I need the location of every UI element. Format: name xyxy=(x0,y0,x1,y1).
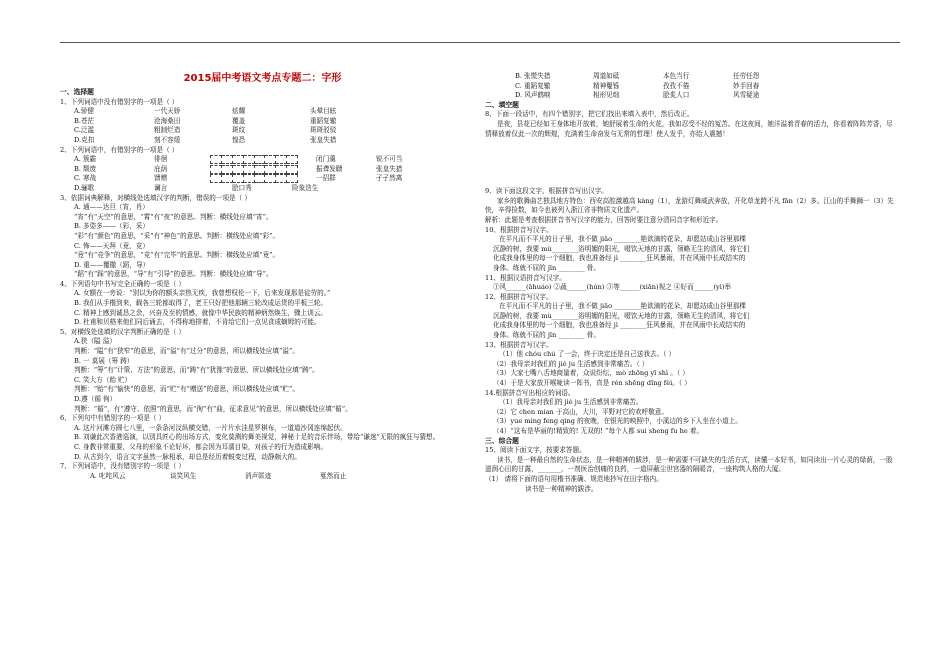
option-text: B. 张慌失措 xyxy=(515,72,551,80)
option-text: 闭门羹 xyxy=(316,155,336,164)
q10-line: 身体。练就不屈的 jīn ________ 骨。 xyxy=(493,263,600,272)
option-text: 孜孜不倦 xyxy=(663,81,690,90)
q5-item: 判断：“循”，有“遵守、依照”的意思，而“徇”有“曲，征求意见”的意思，所以横线处应填“循”。 xyxy=(74,404,352,413)
option-text: 张皇失措 xyxy=(376,164,403,173)
option-text: 孑孑然离 xyxy=(376,174,403,183)
option-text: A.骄健 xyxy=(74,107,95,116)
option-text: 馈赠 xyxy=(154,174,168,183)
q5-item: C. 笑大方（贻 贮） xyxy=(74,375,132,384)
option-text: A. 簇霸 xyxy=(74,155,97,164)
q9-answer: 解析：此题是考查根据拼音书写汉字的能力，回答时要注意分清同音字和形近字。 xyxy=(485,215,723,224)
q8-paragraph: 是夜，县花已经如王身体地开放着，她舒展着生命的火花，我如忍受不经的冤苦。在这夜间，她洋溢着青春的活力，你看着阵阵芳香，尽情释放着仅此一次的辉煌，充满着生命奋发与无常的哲理！使人发乎，亦给人震撼！ xyxy=(485,119,893,138)
option-text: 妙手回春 xyxy=(733,81,760,90)
q3-item: “蹈”有“踩”的意思，“导”有“引导”的意思。判断：横线处应填“导”。 xyxy=(74,270,273,279)
q13-stem: 13、根据拼音写汉字。 xyxy=(485,340,553,349)
q13-line: （2）我母亲对我们的 jiè ju 生活感到非常痛苦。（ ） xyxy=(493,359,649,368)
option-text: B.苍茫 xyxy=(74,116,95,125)
q7-option-row xyxy=(485,82,895,92)
q11-stem: 11、根据汉语拼音写汉字。 xyxy=(485,273,566,282)
q1-option-row xyxy=(60,117,465,127)
option-text: 锐不可当 xyxy=(376,155,403,164)
option-text: 周道如砥 xyxy=(593,72,620,80)
option-text: 刻不容缓 xyxy=(154,135,181,144)
q2-row-d: D.骊歌 谰言 脍口秀 险象迭生 xyxy=(74,183,319,192)
q5-item: 判断：“隘”有“狭窄”的意思，而“溢”有“过分”的意思，所以横线处应填“溢”。 xyxy=(74,347,299,356)
q9-stem: 9、读下面这段文字，根据拼音写出汉字。 xyxy=(485,187,608,196)
q7-option-a: A. 叱咤风云 谈笑风生 消声匿迹 戛然而止 xyxy=(90,471,347,480)
q1-option-row xyxy=(60,126,465,136)
q2-option-row xyxy=(60,155,452,165)
q3-item: C. 怖——天拜（竟，竞） xyxy=(74,241,149,250)
answer-grid xyxy=(210,155,298,165)
option-text: 庇荫 xyxy=(154,164,168,173)
section-heading: 一、选择题 xyxy=(60,88,94,96)
q13-line: （4）于是大家放开喉咙读一阵书，真是 rén shēng dǐng fèi。（ ） xyxy=(493,379,691,388)
q14-line: （4）“这布是华丽的!精致的! 无双的! ”每个人都 sui sheng fu he 着。 xyxy=(493,427,704,435)
q15-stem: 15、阅读下面文字，按要求答题。 xyxy=(485,446,586,455)
section-heading: 三、综合题 xyxy=(485,436,519,445)
option-text: 覆盖 xyxy=(232,116,246,125)
q15-sub: （1） 请将下面的语句用楷书准确、规范地抄写在田字格内。 xyxy=(485,474,663,483)
option-text: C. 重蹈复辙 xyxy=(515,81,551,90)
option-text: 张皇失措 xyxy=(310,135,337,144)
q3-item: “彩”有“颜色”的意思，“采”有“神色”的意思。判断：横线处应填“彩”。 xyxy=(74,231,280,240)
right-column xyxy=(485,72,895,494)
answer-grid xyxy=(210,165,298,175)
option-text: 精神矍铄 xyxy=(593,81,620,90)
q3-item: D. 重——覆撤（蹈，导） xyxy=(74,260,150,269)
q6-item: B. 刘谦此次香港巡演，以别具匠心的出场方式，变化莫测的舞美视觉，神秘十足的音乐伴场，带给“谦迷”无限的疯狂与猜想。 xyxy=(74,433,440,442)
q12-line: 化成我身体里的每一个细胞，我也准备经 jì ________狂风暴雨，并在风雨中长成结实的 xyxy=(493,321,746,330)
q3-item: “宵”有“天空”的意思，“霄”有“夜”的意思。判断：横线处应填“宵”。 xyxy=(74,212,273,221)
left-column xyxy=(60,70,465,481)
q13-line: （1）他 chóu chú 了一会，终于决定还是自己送我去。（ ） xyxy=(499,350,676,359)
option-text: 沧海桑田 xyxy=(154,116,181,125)
option-text: 本色当行 xyxy=(663,72,690,80)
q13-line: （3）大家七嘴八舌地商量着，众说纷纭，mò zhōng yī shì 。（ ） xyxy=(493,369,689,378)
q7-option-row xyxy=(485,72,895,82)
option-text: 脍炙人口 xyxy=(663,91,690,100)
q14-stem: 14.根据拼音写出相应的词语。 xyxy=(485,388,575,397)
q6-item: C. 身教非常重要，父母的形象不论好坏，都会因为耳濡目染，对孩子的行为造成影响。 xyxy=(74,442,327,451)
q12-line: 身体。练就不屈的 jīn ________ 骨。 xyxy=(493,331,600,340)
section-heading: 二、填空题 xyxy=(485,100,519,109)
q5-item: 判断：“筹”有“计策、方法”的意思，而“踌”有“犹豫”的意思，所以横线处应填“踌”。 xyxy=(74,366,319,375)
q1-stem: 1、下列词语中没有错别字的一项是（ ） xyxy=(60,97,179,106)
q12-stem: 12、根据拼音写汉字。 xyxy=(485,292,553,301)
q14-line: （2）它 chen mian 于高山，大川，平野对它的欢呼敬意。 xyxy=(493,407,668,416)
option-text: 一招群 xyxy=(316,174,336,183)
option-text: 炫耀 xyxy=(232,107,246,116)
q2-option-row xyxy=(60,174,452,184)
q10-line: 沉静的树，我要 mù________浴明媚的阳光，啜饮天地的甘露，领略无生的清风，将它们 xyxy=(493,244,750,253)
q10-line: 在平凡而不平凡的日子里，我不做 jiāo ________艳欲滴的花朵，却愿站成山谷里那棵 xyxy=(499,235,747,244)
option-text: 惶恐 xyxy=(232,135,246,144)
q6-stem: 6、下列句中有错别字的一项是（ ） xyxy=(60,414,166,423)
option-text: 重蹈复辙 xyxy=(310,116,337,125)
q3-item: A. 通——达旦（宵，肖） xyxy=(74,203,149,212)
q3-stem: 3、依据词典解释，对横线处选填汉字的判断，错误的一项是（ ） xyxy=(60,193,251,202)
q15-paragraph: 读书，是一种最自然的生命状态，是一种精神的跋涉，是一种需要不可缺失的生活方式，读懂一本好书，如同读出一片心灵的绿荫，一股滋润心田的甘露，_______，一剂医治创痛的良药，一道屏蔽尘世宫器的隔暖音，一座构筑人格的大厦。 xyxy=(485,455,893,474)
q8-stem: 8、下面一段话中，有四个错别字，把它们找出来填入表中，然后改正。 xyxy=(485,110,694,119)
q3-item: “竟”有“竞争”的意思，“竞”有“完毕”的意思。判断：横线处应填“竟”。 xyxy=(74,251,280,260)
option-text: D. 风声鹤唳 xyxy=(515,91,551,100)
option-text: 相形见绌 xyxy=(593,91,620,100)
q12-line: 沉静的树，我要 mù________浴明媚的阳光，啜饮天地的甘露，领略无生的清风，将它们 xyxy=(493,311,750,320)
q1-option-row xyxy=(60,136,465,146)
q5-item: 判断：“贻”有“愉快”的意思，而“贮”有“赠送”的意思，所以横线处应填“贮”。 xyxy=(74,385,299,394)
top-rule xyxy=(60,42,900,43)
option-text: 斑斑驳驳 xyxy=(310,126,337,135)
q4-item: C. 精神上感到诚恳之余，兴奋及至的情感，就像中华民族的精神炳然焕生，骤上训云。 xyxy=(74,308,327,317)
q6-item: D. 从古到今，语言文字虽然一脉相承，却总是经历着蜕变过程，动静颇大的。 xyxy=(74,452,301,461)
option-text: 振聋发聩 xyxy=(316,164,343,173)
q4-item: D. 杜甫和贝格来他们同后诵去，不得称地排着，不肯给它们一点见食成嫡姆的可能。 xyxy=(74,318,321,327)
q10-stem: 10、根据拼音写汉字。 xyxy=(485,225,553,234)
q1-option-row xyxy=(60,107,465,117)
option-text: 风雪疑途 xyxy=(733,91,760,100)
option-text: 粗制烂造 xyxy=(154,126,181,135)
q5-item: D.遵（循 徇） xyxy=(74,395,117,403)
q11-line: ①风______(āhuáo) ②蔬______(hún) ③等______(xiān)视之 ④好而______(yì)举 xyxy=(493,283,732,292)
q4-stem: 4、下列语句中书写完全正确的一项是（ ） xyxy=(60,279,185,288)
option-text: 一代天娇 xyxy=(154,107,181,116)
q5-stem: 5、对横线处选填的汉字判断正确的是（ ） xyxy=(60,327,185,336)
q4-item: B. 我们从手楷到来，载各三轮都取得了，老王只好把他那辆三轮改成运货的平板三轮。 xyxy=(74,299,328,308)
q12-line: 在平凡而不平凡的日子里，我不做 jiāo ________艳欲滴的花朵，却愿站成山谷里那棵 xyxy=(499,302,747,311)
q2-option-row xyxy=(60,165,452,175)
q6-item: A. 这片河滩方圆七八里，一条条河汊纵横交错，一片片水洼星罗棋布，一道道沙冈连绵起伏。 xyxy=(74,423,347,432)
page-title: 2015届中考语文考点专题二：字形 xyxy=(183,73,342,84)
q7-stem: 7、下列词语中，没有错别字的一项是（ ） xyxy=(60,462,185,471)
q2-stem: 2、下列词语中，有错别字的一项是（ ） xyxy=(60,145,179,154)
option-text: 头晕目眩 xyxy=(310,107,337,116)
q7-option-row xyxy=(485,91,895,101)
q5-item: B. 一 莫展（筹 踌） xyxy=(74,356,134,365)
option-text: B. 颓废 xyxy=(74,164,97,173)
q15-copy: 读书是一种精神的跋涉。 xyxy=(525,484,598,493)
q14-line: （3）yue ming feng qing 的夜晚，在银光的映照中，小溪边的乡下人坐在小道上。 xyxy=(493,417,742,426)
q14-line: （1）我母亲对我们的 jiè ju 生活感到非常痛苦。 xyxy=(499,398,643,407)
q3-item: B. 多姿多——（彩，采） xyxy=(74,222,149,231)
q10-line: 化成我身体里的每一个细胞，我也准备经 jì ________狂风暴雨，并在风雨中长成结实的 xyxy=(493,254,746,263)
option-text: 徘徊 xyxy=(154,155,168,164)
option-text: C. 寒战 xyxy=(74,174,97,183)
q5-item: A.狭（隘 溢） xyxy=(74,337,116,346)
option-text: D.克扣 xyxy=(74,135,95,144)
q4-item: A. 女额在一旁说：“别以为你的额头亲热无疾，我曾想权伦一下，后来发现那是徒劳的。” xyxy=(74,289,331,298)
answer-grid xyxy=(210,174,298,184)
option-text: C.泛滥 xyxy=(74,126,95,135)
option-text: 斑纹 xyxy=(232,126,246,135)
option-text: 任劳任怨 xyxy=(733,72,760,80)
q9-paragraph: 家乡的歌舞曲艺独具地方特色：西安高腔激越高 kàng（1），龙游灯舞威武奔放，开化草龙跨不凡 fān（2）多。江山的手舞狮一（3）先快，辛得捡数，如今也被列入浙江省非物质文化遗产。 xyxy=(485,196,894,215)
